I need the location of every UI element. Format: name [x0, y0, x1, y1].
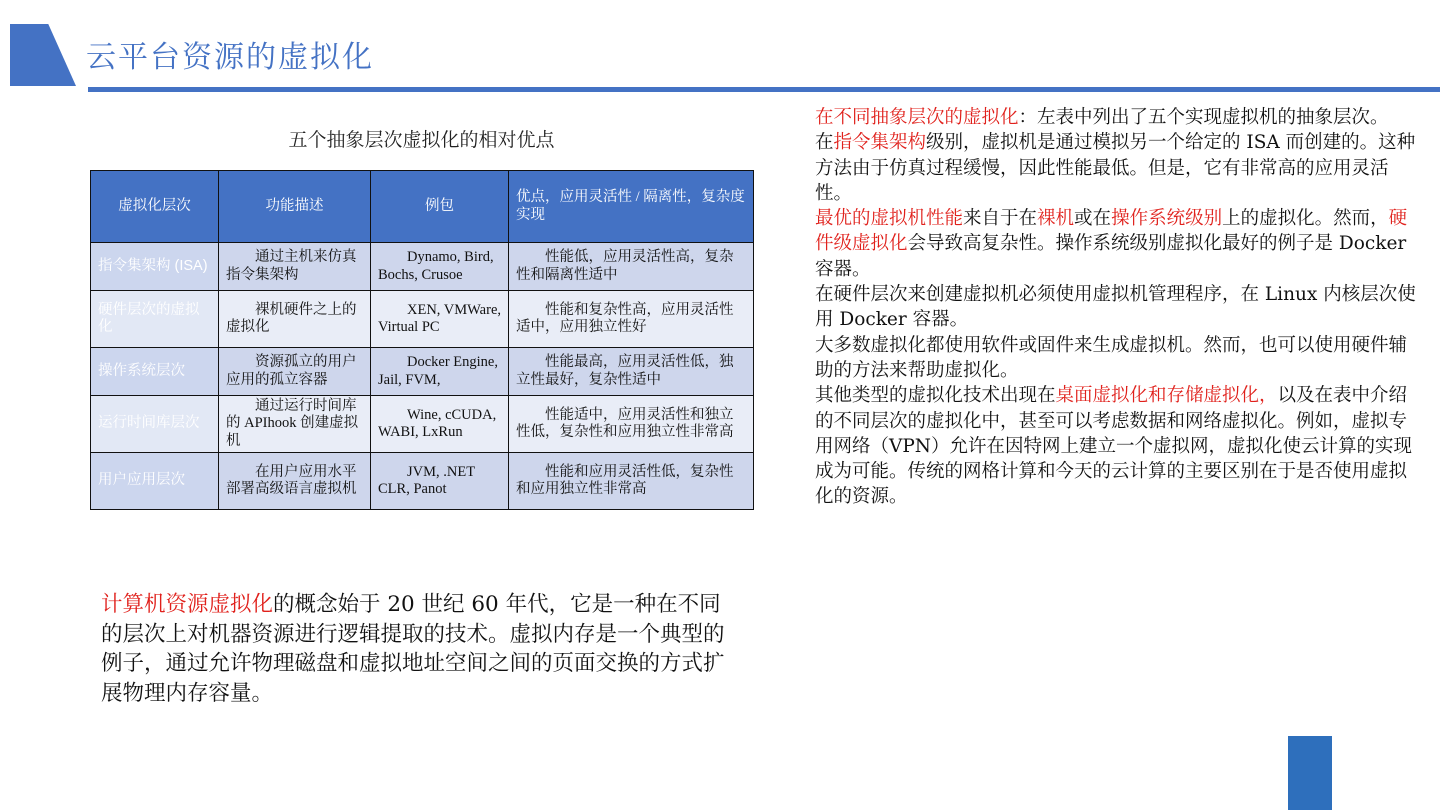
- row-merits: 性能和应用灵活性低，复杂性和应用独立性非常高: [509, 453, 754, 510]
- row-examples: Wine, cCUDA, WABI, LxRun: [371, 396, 509, 453]
- row-examples: XEN, VMWare, Virtual PC: [371, 291, 509, 348]
- row-function: 通过运行时间库的 APIhook 创建虚拟机: [219, 396, 371, 453]
- right-explanation-text: [815, 105, 1420, 510]
- table-row: [91, 453, 754, 510]
- row-merits: 性能低，应用灵活性高，复杂性和隔离性适中: [509, 243, 754, 291]
- row-function: 裸机硬件之上的虚拟化: [219, 291, 371, 348]
- paragraph: 在硬件层次来创建虚拟机必须使用虚拟机管理程序，在 Linux 内核层次使用 Docker 容器。: [815, 284, 1416, 331]
- title-corner-decoration: [10, 24, 76, 86]
- row-merits: 性能最高，应用灵活性低，独立性最好，复杂性适中: [509, 348, 754, 396]
- header-examples: 例包: [371, 171, 509, 243]
- table-row: [91, 348, 754, 396]
- row-function: 通过主机来仿真指令集架构: [219, 243, 371, 291]
- paragraph: 大多数虚拟化都使用软件或固件来生成虚拟机。然而，也可以使用硬件辅助的方法来帮助虚拟化。: [815, 334, 1408, 381]
- row-level: 运行时间库层次: [91, 396, 219, 453]
- table-header-row: [91, 171, 754, 243]
- row-merits: 性能适中，应用灵活性和独立性低，复杂性和应用独立性非常高: [509, 396, 754, 453]
- corner-bar-decoration: [1288, 736, 1332, 810]
- table-row: [91, 291, 754, 348]
- row-examples: Dynamo, Bird, Bochs, Crusoe: [371, 243, 509, 291]
- header-level: 虚拟化层次: [91, 171, 219, 243]
- table-row: [91, 396, 754, 453]
- paragraph: 在不同抽象层次的虚拟化：左表中列出了五个实现虚拟机的抽象层次。: [815, 107, 1389, 128]
- row-function: 在用户应用水平部署高级语言虚拟机: [219, 453, 371, 510]
- row-level: 操作系统层次: [91, 348, 219, 396]
- bottom-intro-text: [101, 590, 741, 708]
- row-examples: JVM, .NET CLR, Panot: [371, 453, 509, 510]
- row-merits: 性能和复杂性高，应用灵活性适中，应用独立性好: [509, 291, 754, 348]
- paragraph: 其他类型的虚拟化技术出现在桌面虚拟化和存储虚拟化，以及在表中介绍的不同层次的虚拟化中，甚至可以考虑数据和网络虚拟化。例如，虚拟专用网络（VPN）允许在因特网上建立一个虚拟网，虚拟化使云计算的实现成为可能。传统的网格计算和今天的云计算的主要区别在于是否使用虚拟化的资源。: [815, 385, 1412, 508]
- table-row: [91, 243, 754, 291]
- paragraph: 最优的虚拟机性能来自于在裸机或在操作系统级别上的虚拟化。然而，硬件级虚拟化会导致高复杂性。操作系统级别虚拟化最好的例子是 Docker 容器。: [815, 208, 1408, 280]
- paragraph: 计算机资源虚拟化的概念始于 20 世纪 60 年代，它是一种在不同的层次上对机器资源进行逻辑提取的技术。虚拟内存是一个典型的例子，通过允许物理磁盘和虚拟地址空间之间的页面交换的方式扩展物理内存容量。: [101, 592, 725, 706]
- header-merits: 优点，应用灵活性 / 隔离性，复杂度实现: [509, 171, 754, 243]
- header-function: 功能描述: [219, 171, 371, 243]
- paragraph: 在指令集架构级别，虚拟机是通过模拟另一个给定的 ISA 而创建的。这种方法由于仿真过程缓慢，因此性能最低。但是，它有非常高的应用灵活性。: [815, 132, 1416, 204]
- virtualization-levels-table: [90, 170, 754, 510]
- title-underline: [88, 87, 1440, 92]
- row-level: 用户应用层次: [91, 453, 219, 510]
- row-level: 指令集架构 (ISA): [91, 243, 219, 291]
- slide-title: 云平台资源的虚拟化: [86, 40, 374, 75]
- row-function: 资源孤立的用户应用的孤立容器: [219, 348, 371, 396]
- row-level: 硬件层次的虚拟化: [91, 291, 219, 348]
- row-examples: Docker Engine, Jail, FVM,: [371, 348, 509, 396]
- table-caption: 五个抽象层次虚拟化的相对优点: [288, 129, 555, 151]
